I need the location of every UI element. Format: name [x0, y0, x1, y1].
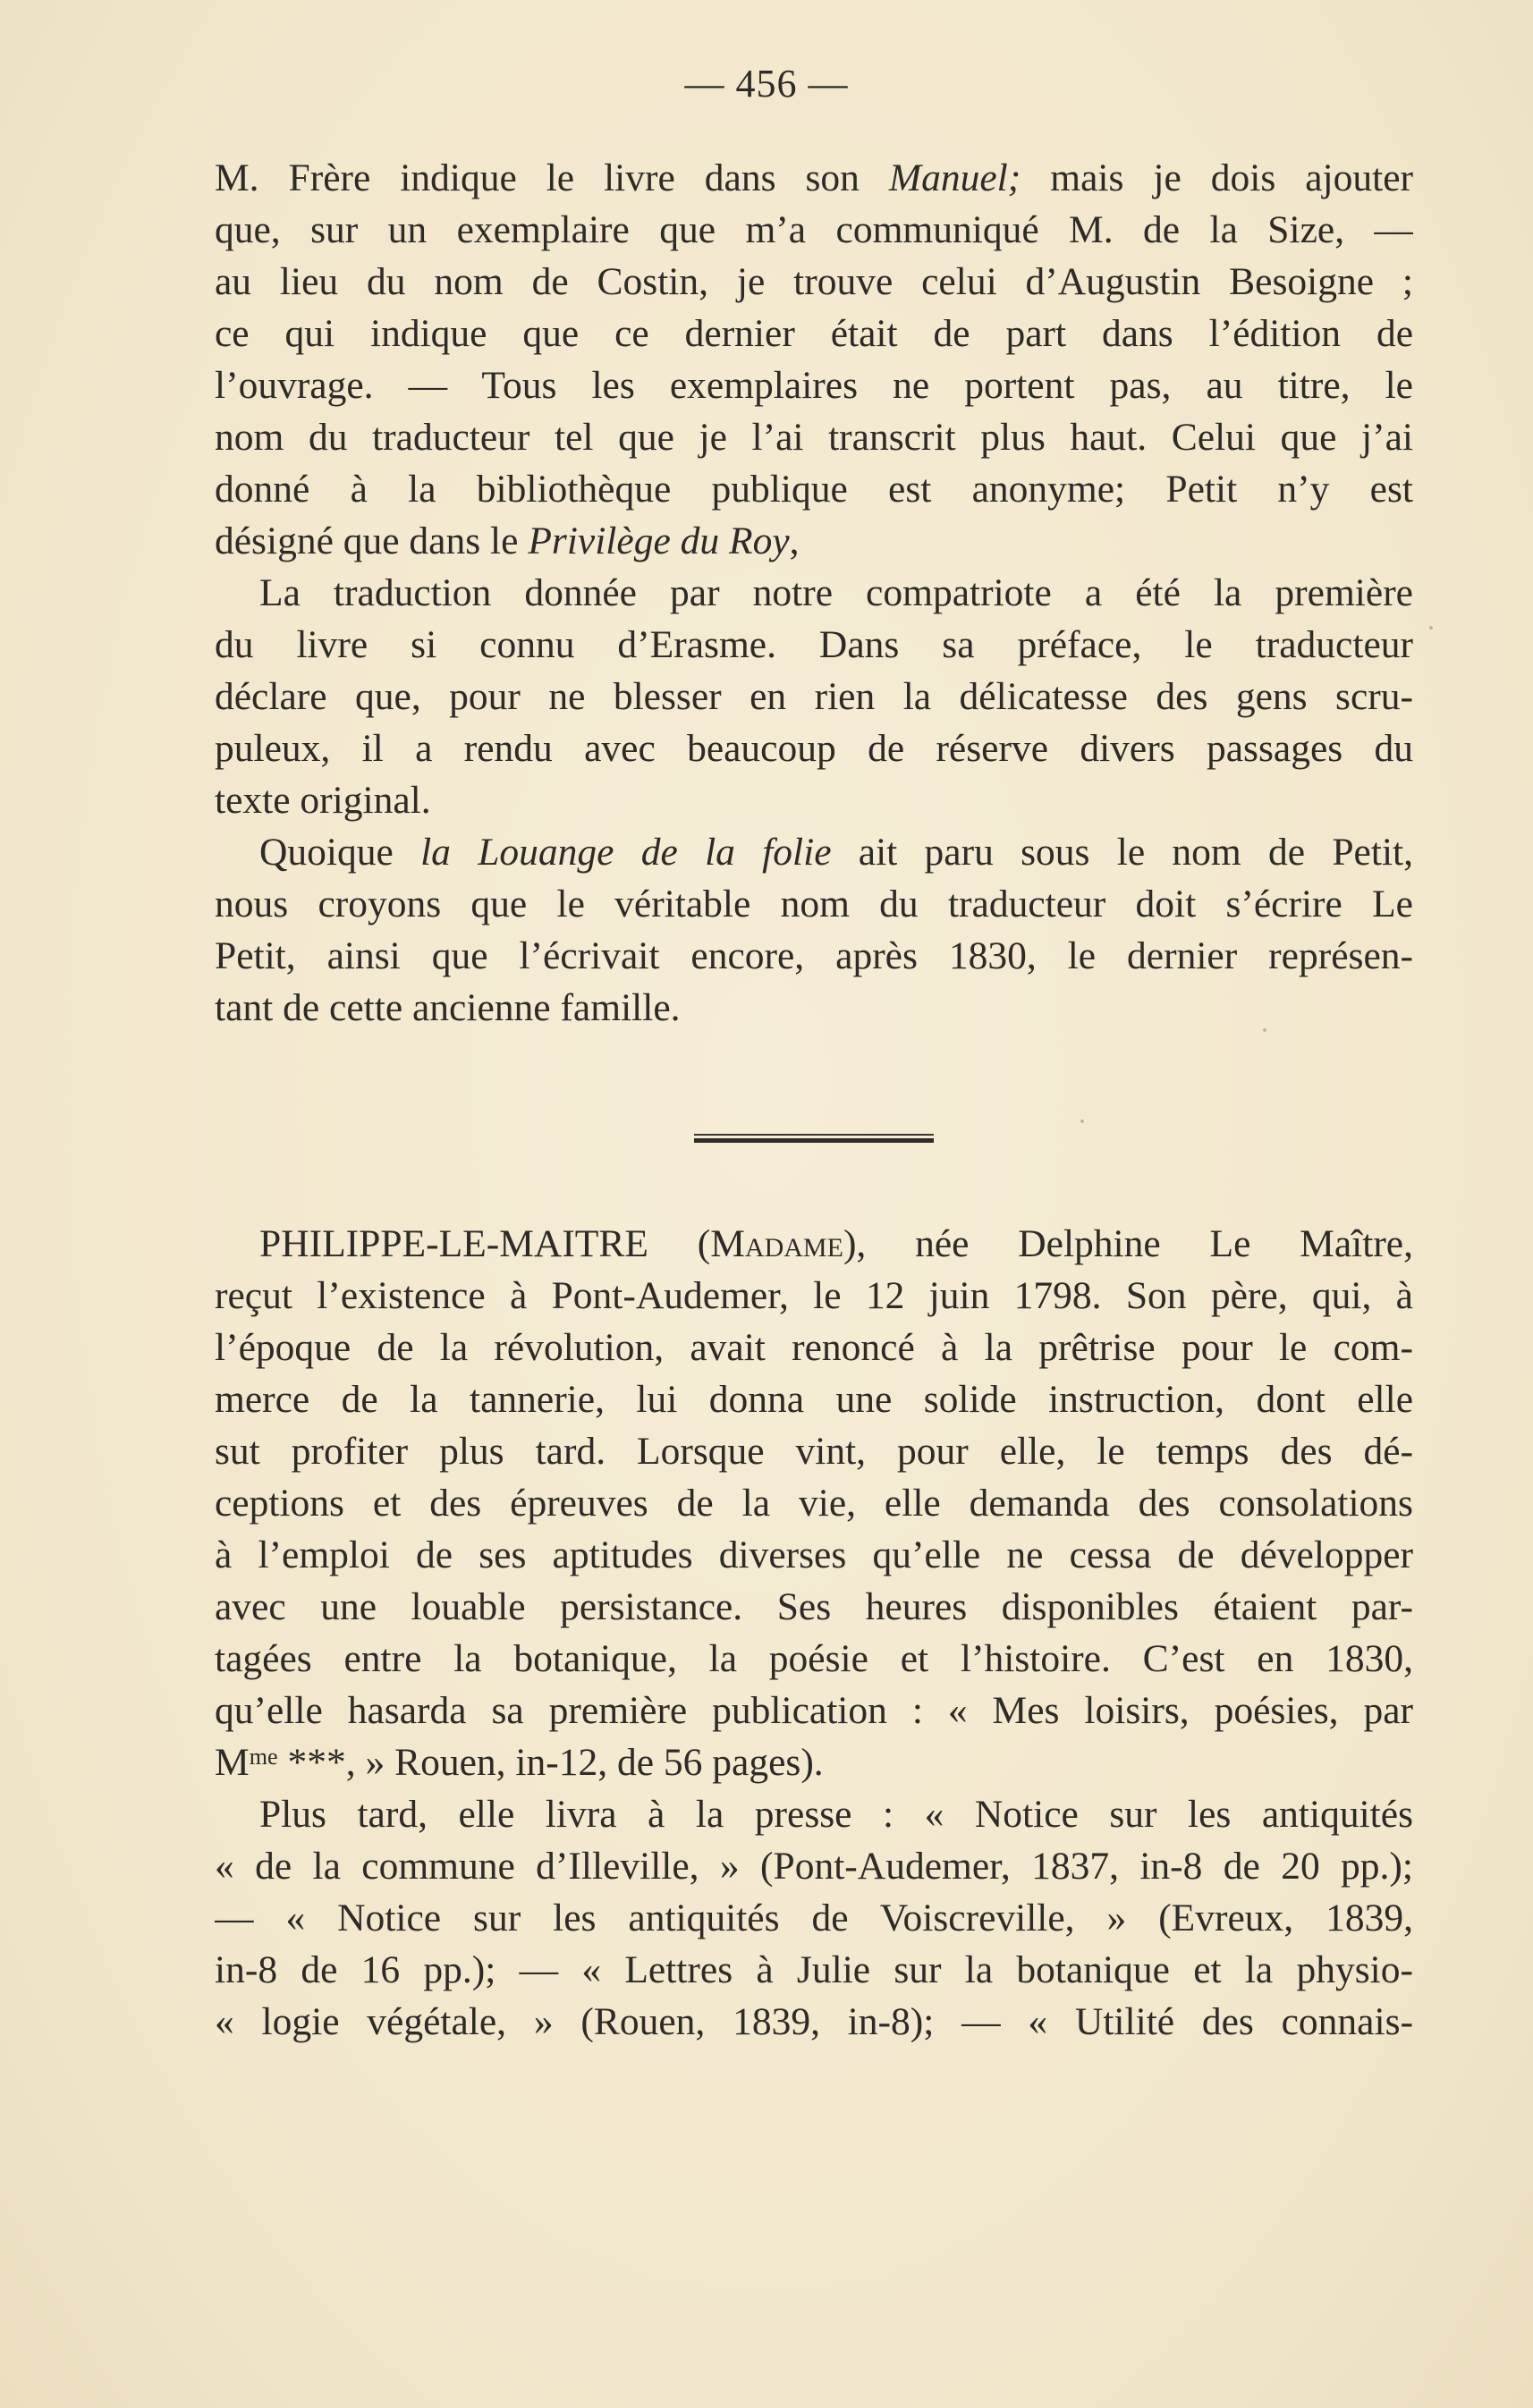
text-span: , — [789, 520, 800, 562]
paragraph-block-2 — [215, 1218, 1413, 2048]
text-line: ce qui indique que ce dernier était de part dans l’édition de — [215, 312, 1413, 355]
text-line: avec une louable persistance. Ses heures disponibles étaient par- — [215, 1585, 1413, 1628]
text-line: nom du traducteur tel que je l’ai transcrit plus haut. Celui que j’ai — [215, 416, 1413, 459]
text-line — [215, 1736, 1413, 1788]
paragraph-block-1 — [215, 152, 1413, 1034]
text-span: Quoique — [259, 831, 421, 874]
text-line: Plus tard, elle livra à la presse : « Notice sur les antiquités — [259, 1793, 1413, 1836]
paper-speck — [1429, 626, 1433, 629]
entry-heading-line — [215, 1218, 1413, 1270]
text-line: donné à la bibliothèque publique est anonyme; Petit n’y est — [215, 468, 1413, 511]
text-line: du livre si connu d’Erasme. Dans sa préface, le traducteur — [215, 623, 1413, 666]
text-line: déclare que, pour ne blesser en rien la délicatesse des gens scru- — [215, 675, 1413, 718]
text-line: tant de cette ancienne famille. — [215, 986, 681, 1029]
text-line: qu’elle hasarda sa première publication : « Mes loisirs, poésies, par — [215, 1689, 1413, 1732]
superscript-me: me — [249, 1744, 278, 1770]
text-line — [215, 515, 1413, 567]
italic-louange-de-la-folie: la Louange de la folie — [420, 831, 832, 874]
text-line: que, sur un exemplaire que m’a communiqué M. de la Size, — — [215, 208, 1413, 251]
text-line — [215, 826, 1413, 878]
divider-thin-line — [694, 1134, 934, 1136]
entry-name: PHILIPPE-LE-MAITRE ( — [259, 1222, 711, 1265]
page-number: — 456 — — [684, 62, 849, 106]
text-line: au lieu du nom de Costin, je trouve celui d’Augustin Besoigne ; — [215, 260, 1413, 303]
text-line: « de la commune d’Illeville, » (Pont-Audemer, 1837, in-8 de 20 pp.); — [215, 1845, 1413, 1888]
text-line: l’ouvrage. — Tous les exemplaires ne portent pas, au titre, le — [215, 364, 1413, 407]
text-line: ceptions et des épreuves de la vie, elle demanda des consolations — [215, 1482, 1413, 1525]
text-line: — « Notice sur les antiquités de Voiscreville, » (Evreux, 1839, — [215, 1897, 1413, 1939]
text-line: à l’emploi de ses aptitudes diverses qu’elle ne cessa de développer — [215, 1534, 1413, 1576]
small-caps-madame: Madame — [710, 1222, 843, 1265]
text-span: ***, » Rouen, in-12, de 56 pages). — [277, 1741, 824, 1784]
paper-speck — [1263, 1028, 1266, 1032]
paper-speck — [1080, 1120, 1084, 1123]
divider-thick-line — [694, 1138, 934, 1143]
text-line — [215, 152, 1413, 204]
italic-privilege-du-roy: Privilège du Roy — [528, 520, 790, 562]
text-line: Petit, ainsi que l’écrivait encore, après 1830, le dernier représen- — [215, 934, 1413, 977]
text-span: M — [215, 1741, 250, 1784]
text-line: « logie végétale, » (Rouen, 1839, in-8); — « Utilité des connais- — [215, 2000, 1413, 2043]
italic-title-manuel: Manuel; — [888, 156, 1021, 199]
text-line: texte original. — [215, 779, 431, 822]
text-line: reçut l’existence à Pont-Audemer, le 12 juin 1798. Son père, qui, à — [215, 1274, 1413, 1317]
text-span: ), née Delphine Le Maître, — [843, 1222, 1413, 1265]
text-line: nous croyons que le véritable nom du traducteur doit s’écrire Le — [215, 883, 1413, 925]
text-span: ait paru sous le nom de Petit, — [831, 831, 1413, 874]
section-divider — [694, 1134, 934, 1143]
text-span: mais je dois ajouter — [1021, 156, 1413, 199]
text-line: merce de la tannerie, lui donna une solide instruction, dont elle — [215, 1378, 1413, 1421]
text-span: M. Frère indique le livre dans son — [215, 156, 889, 199]
text-line: l’époque de la révolution, avait renoncé à la prêtrise pour le com- — [215, 1326, 1413, 1369]
text-line: La traduction donnée par notre compatriote a été la première — [259, 571, 1413, 614]
text-line: in-8 de 16 pp.); — « Lettres à Julie sur la botanique et la physio- — [215, 1948, 1413, 1991]
text-line: tagées entre la botanique, la poésie et l’histoire. C’est en 1830, — [215, 1637, 1413, 1680]
text-line: puleux, il a rendu avec beaucoup de réserve divers passages du — [215, 727, 1413, 770]
text-span: désigné que dans le — [215, 520, 529, 562]
text-line: sut profiter plus tard. Lorsque vint, pour elle, le temps des dé- — [215, 1430, 1413, 1473]
